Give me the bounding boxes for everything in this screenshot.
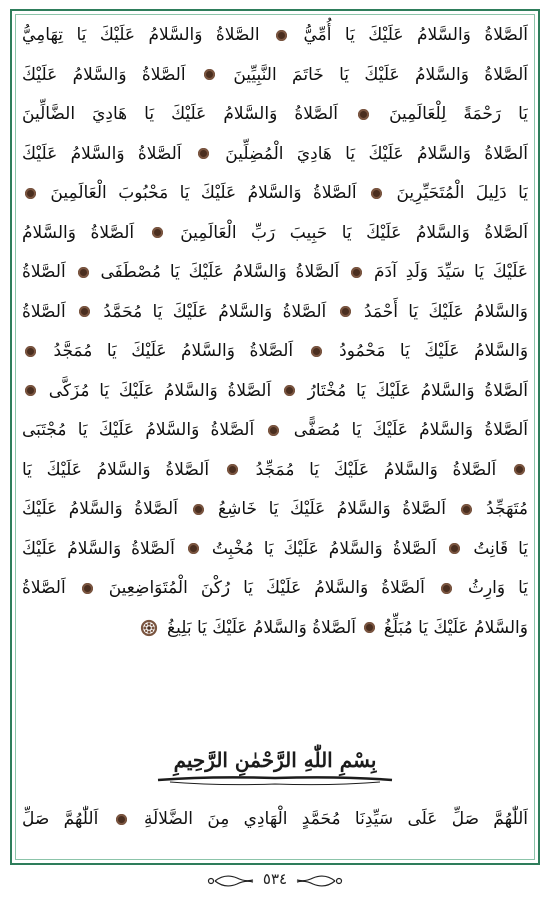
text-line [22,332,528,372]
verse-segment: وَالسَّلامُ عَلَيْكَ يَا مُبَلِّغُ [383,617,528,638]
verse-segment: اَلصَّلاةُ وَالسَّلامُ عَلَيْكَ يَا هَادِيَ الْمُضِلِّينَ [225,143,528,164]
verse-segment: اَلصَّلاةُ وَالسَّلامُ عَلَيْكَ يَا مَحْبُوبَ الْعَالَمِينَ [50,183,357,203]
separator-dot-icon [441,583,452,594]
separator-dot-icon [152,227,163,238]
text-line [22,214,528,254]
separator-dot-icon [82,583,93,594]
verse-segment: عَلَيْكَ يَا سَيِّدَ وَلَدِ آدَمَ [374,262,528,282]
verse-segment: مُتَهَجِّدُ [486,499,528,519]
separator-dot-icon [204,69,215,80]
text-line [22,372,528,412]
text-line [22,530,528,570]
separator-dot-icon [227,464,238,475]
verse-segment: اَلصَّلاةُ وَالسَّلامُ عَلَيْكَ يَا مُحَمَّدُ [103,301,327,322]
verse-segment: اَلصَّلاةُ وَالسَّلامُ عَلَيْكَ [22,143,182,164]
verse-segment: اَلصَّلاةُ وَالسَّلامُ عَلَيْكَ يَا مُمَجِّدُ [255,459,497,480]
verse-segment: اَلصَّلاةُ وَالسَّلامُ عَلَيْكَ [22,64,186,85]
verse-segment: اَلصَّلاةُ وَالسَّلامُ عَلَيْكَ يَا خَاتَمَ النَّبِيِّينَ [233,64,528,85]
verse-segment: اَلصَّلاةُ [22,262,66,282]
separator-dot-icon [276,30,287,41]
verse-segment: يَا وَارِثُ [467,578,528,598]
separator-dot-icon [449,543,460,554]
text-line [22,490,528,530]
separator-dot-icon [79,306,90,317]
text-line [22,95,528,135]
separator-dot-icon [340,306,351,317]
verse-segment: اَلصَّلاةُ وَالسَّلامُ عَلَيْكَ يَا بَلِيغُ [167,617,356,638]
verse-segment: اَلصَّلاةُ وَالسَّلامُ عَلَيْكَ [22,538,175,559]
separator-dot-icon [188,543,199,554]
text-line [22,293,528,333]
separator-dot-icon [25,385,36,396]
text-line [22,16,528,56]
text-line [22,56,528,96]
separator-dot-icon [116,814,127,825]
separator-dot-icon [461,504,472,515]
separator-dot-icon [25,346,36,357]
verse-segment: اَلصَّلاةُ وَالسَّلامُ عَلَيْكَ يَا رُكْنَ الْمُتَوَاضِعِينَ [108,578,425,598]
separator-dot-icon [514,464,525,475]
text-line [22,135,528,175]
rosette-end-icon [140,619,158,637]
closing-line [22,800,528,839]
text-line [22,609,528,649]
prayer-text-block [22,16,528,648]
separator-dot-icon [198,148,209,159]
text-line [22,569,528,609]
verse-segment: اَلصَّلاةُ وَالسَّلامُ [22,222,135,243]
separator-dot-icon [358,109,369,120]
verse-segment: اَلصَّلاةُ وَالسَّلامُ عَلَيْكَ يَا حَبِيبَ رَبِّ الْعَالَمِينَ [180,222,528,243]
separator-dot-icon [284,385,295,396]
separator-dot-icon [364,622,375,633]
separator-dot-icon [25,188,36,199]
text-line [22,451,528,491]
verse-segment: اَلصَّلاةُ وَالسَّلامُ عَلَيْكَ يَا [22,459,210,480]
verse-segment: يَا دَلِيلَ الْمُتَحَيِّرِينَ [396,183,528,203]
verse-segment: اَلصَّلاةُ وَالسَّلامُ عَلَيْكَ يَا مُخْتَارُ [307,380,528,401]
verse-segment: اَلصَّلاةُ وَالسَّلامُ عَلَيْكَ يَا هَادِيَ الضَّالِّينَ [22,104,339,124]
verse-segment: اَلصَّلاةُ [22,301,66,322]
verse-segment: اَلصَّلاةُ وَالسَّلامُ عَلَيْكَ [22,499,178,519]
verse-segment: اَلصَّلاةُ وَالسَّلامُ عَلَيْكَ يَا مُصْطَفَى [100,262,340,282]
verse-segment: يَا رَحْمَةً لِلْعَالَمِينَ [389,104,528,124]
text-line [22,174,528,214]
verse-segment: اَلصَّلاةُ وَالسَّلامُ عَلَيْكَ يَا مُصَفًّى [293,420,528,440]
separator-dot-icon [78,267,89,278]
page-footer [175,868,375,894]
separator-dot-icon [311,346,322,357]
verse-segment: اَللّٰهُمَّ صَلِّ عَلَى سَيِّدِنَا مُحَمَّدٍ الْهَادِي مِنَ الضَّلالَةِ [143,809,528,829]
verse-segment: وَالسَّلامُ عَلَيْكَ يَا مَحْمُودُ [339,341,528,361]
separator-dot-icon [351,267,362,278]
verse-segment: الصَّلاةُ وَالسَّلامُ عَلَيْكَ يَا تِهَامِيُّ [22,25,260,45]
verse-segment: اَلصَّلاةُ [22,578,66,598]
basmala-text: بِسْمِ اللّٰهِ الرَّحْمٰنِ الرَّحِيمِ [173,748,377,772]
verse-segment: اَلصَّلاةُ وَالسَّلامُ عَلَيْكَ يَا أُمِّيُّ [303,25,528,45]
verse-segment: اَلصَّلاةُ وَالسَّلامُ عَلَيْكَ يَا مُخْبِتُ [211,538,437,559]
verse-segment: اَللّٰهُمَّ صَلِّ [22,809,99,829]
text-line [22,253,528,293]
verse-segment: اَلصَّلاةُ وَالسَّلامُ عَلَيْكَ يَا مُجْتَبَى [22,420,255,440]
separator-dot-icon [268,425,279,436]
verse-segment: اَلصَّلاةُ وَالسَّلامُ عَلَيْكَ يَا مُمَجَّدُ [53,341,294,361]
verse-segment: اَلصَّلاةُ وَالسَّلامُ عَلَيْكَ يَا مُزَكَّى [48,380,272,401]
page-number: ٥٣٤ [262,870,288,888]
verse-segment: يَا قَانِتُ [473,538,528,559]
verse-segment: وَالسَّلامُ عَلَيْكَ يَا أَحْمَدُ [363,301,528,322]
text-line [22,411,528,451]
basmala-calligraphy [150,742,400,790]
separator-dot-icon [371,188,382,199]
separator-dot-icon [193,504,204,515]
verse-segment: اَلصَّلاةُ وَالسَّلامُ عَلَيْكَ يَا خَاشِعُ [218,499,446,519]
